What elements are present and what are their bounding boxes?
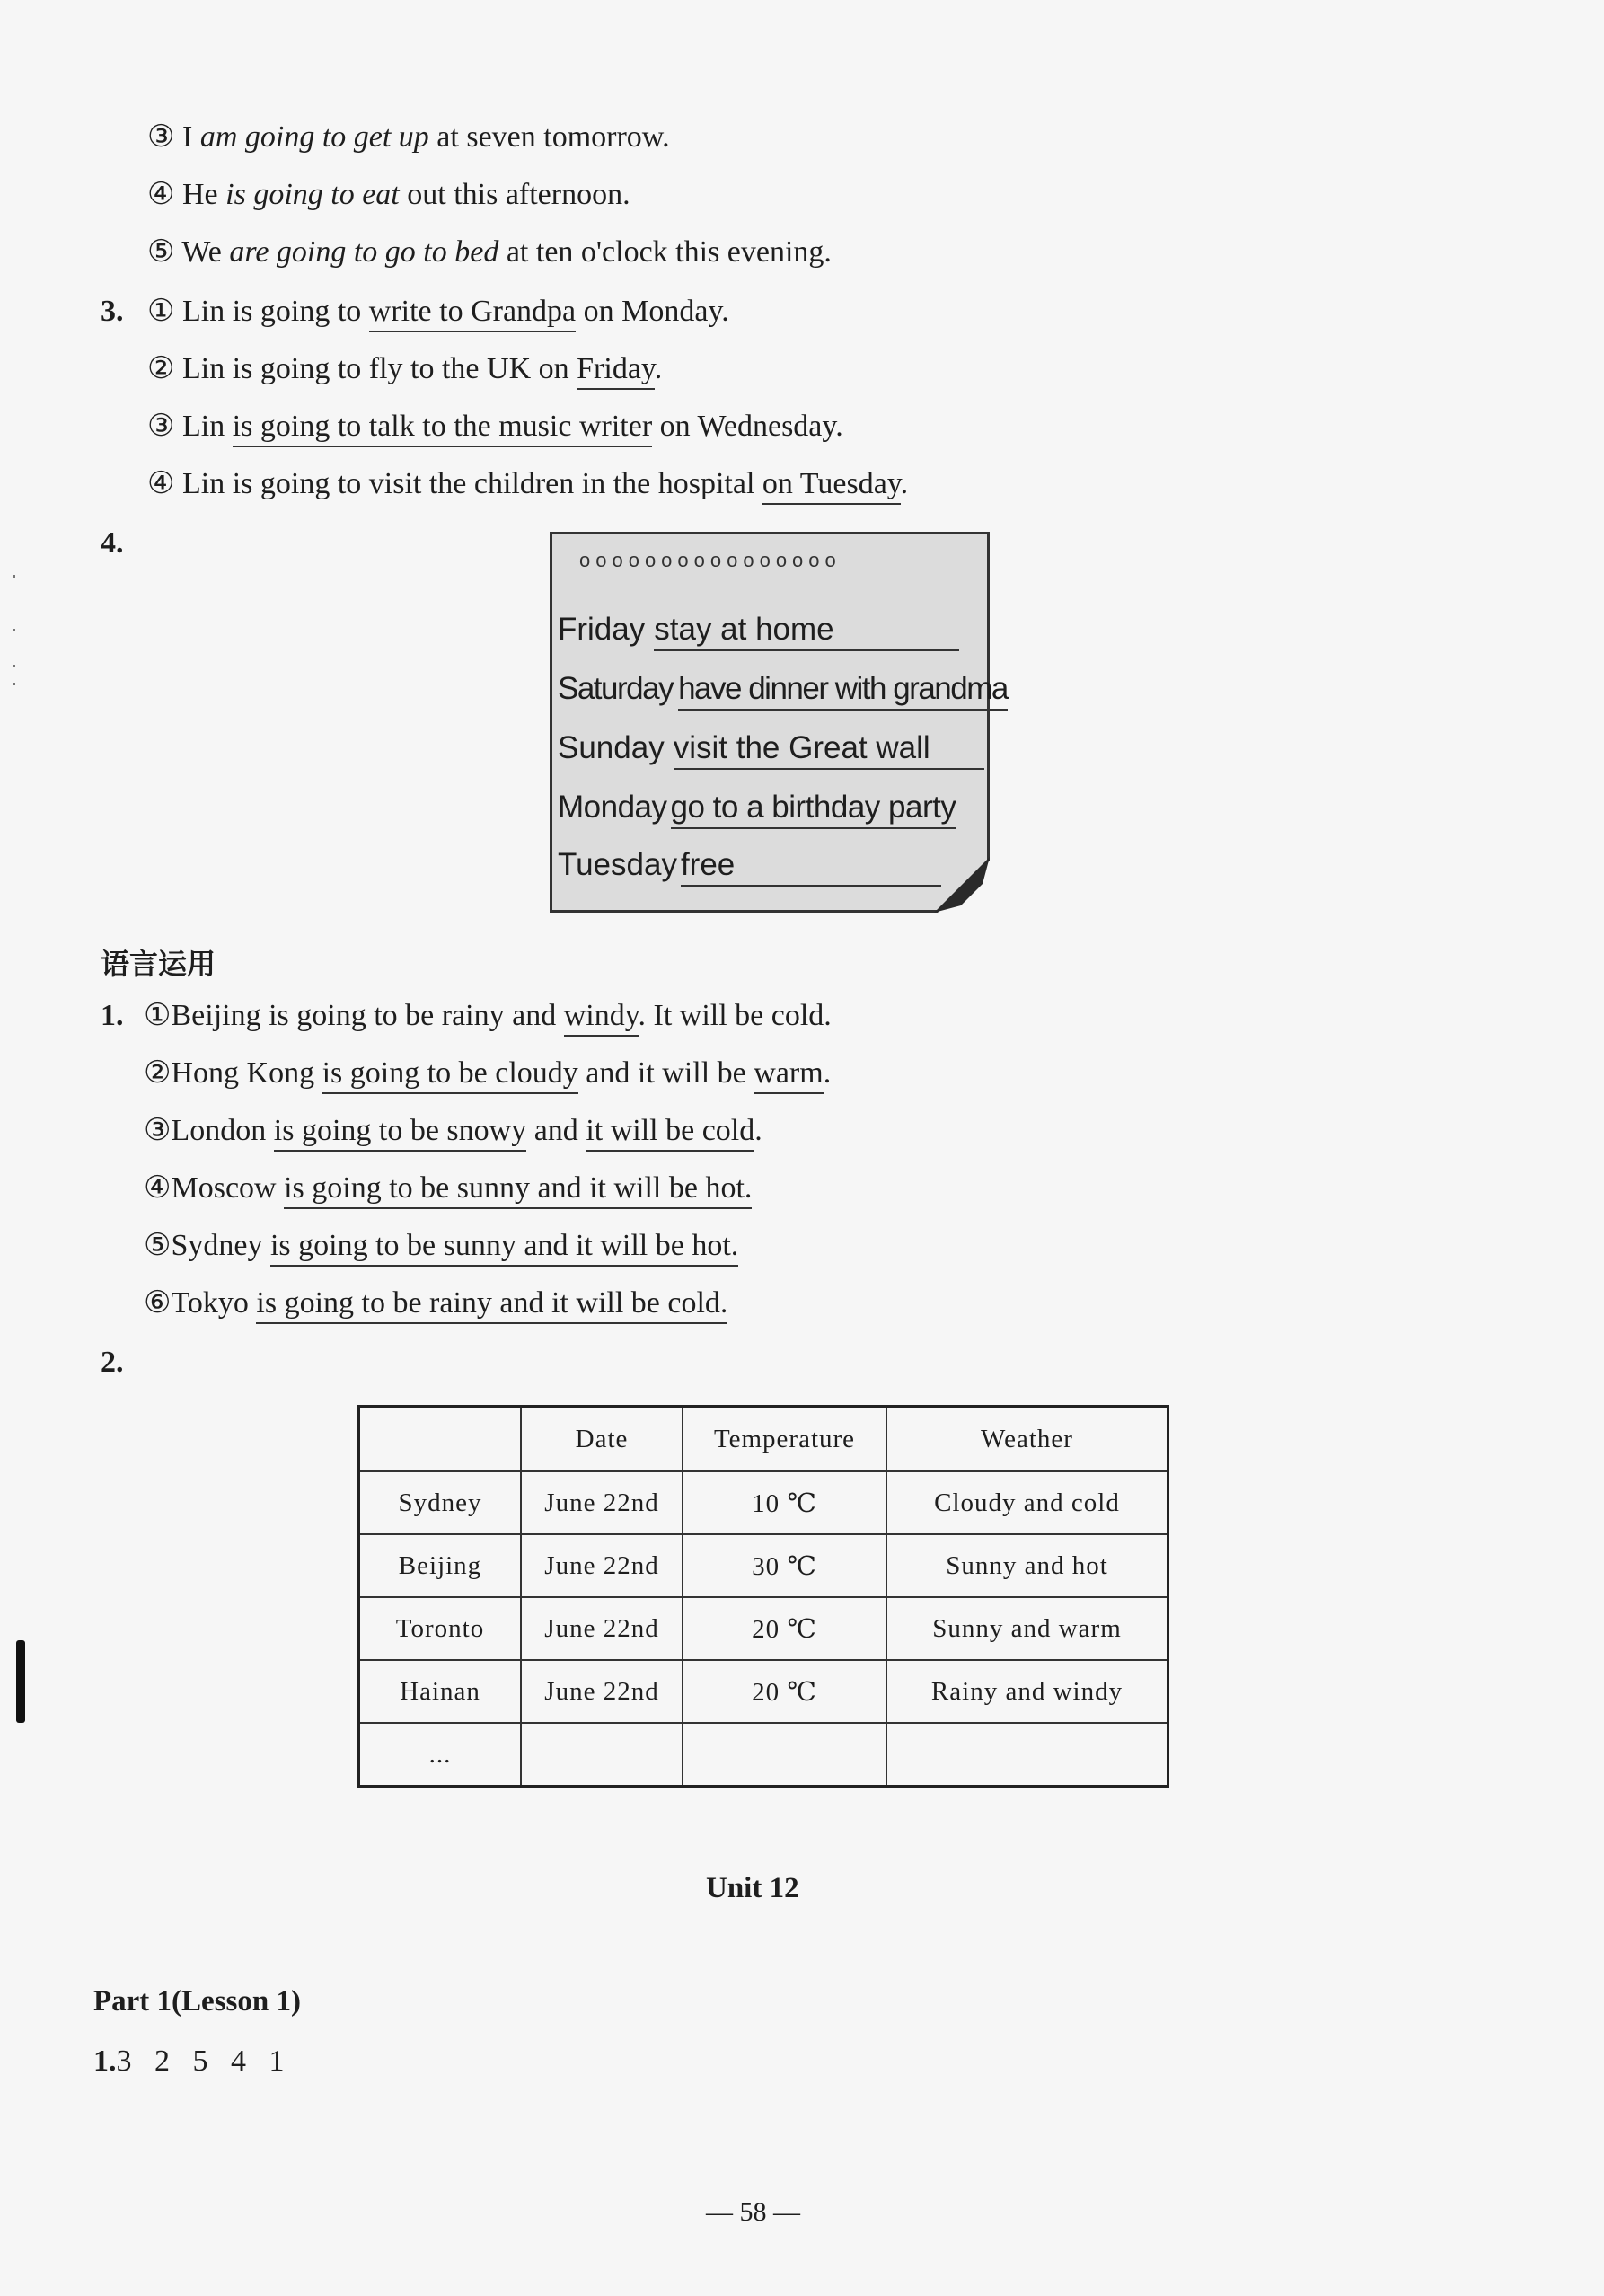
lang-q1-item-2: ②Hong Kong is going to be cloudy and it will be warm. (144, 1058, 831, 1089)
table-cell: June 22nd (521, 1597, 683, 1660)
table-cell: Sydney (359, 1471, 522, 1534)
planner-row: Sunday visit the Great wall (558, 730, 984, 770)
table-cell: 10 ℃ (683, 1471, 886, 1534)
table-cell: Hainan (359, 1660, 522, 1723)
table-cell (886, 1723, 1168, 1787)
table-cell: Cloudy and cold (886, 1471, 1168, 1534)
answer-blank: warm (754, 1056, 823, 1094)
q3-item-2: ② Lin is going to fly to the UK on Friday. (147, 354, 662, 384)
table-cell: Beijing (359, 1534, 522, 1597)
table-cell: June 22nd (521, 1534, 683, 1597)
part-title: Part 1(Lesson 1) (93, 1985, 301, 2018)
q4-number: 4. (101, 526, 124, 560)
table-cell: Toronto (359, 1597, 522, 1660)
table-cell: June 22nd (521, 1471, 683, 1534)
planner-row: Saturday have dinner with grandma (558, 671, 1008, 711)
table-cell: ... (359, 1723, 522, 1787)
section-title-language-use: 语言运用 (101, 947, 216, 981)
answer-blank: is going to be sunny and it will be hot. (270, 1229, 738, 1267)
q3-number: 3. (101, 295, 124, 328)
q2-item-4: ④ He is going to eat out this afternoon. (147, 178, 630, 211)
part-q1: 1.3 2 5 4 1 (93, 2044, 285, 2078)
q3-item-1: ① Lin is going to write to Grandpa on Monday. (147, 296, 729, 327)
planner-row: Monday go to a birthday party (558, 790, 956, 829)
answer-blank: on Tuesday (762, 467, 901, 505)
table-cell: Rainy and windy (886, 1660, 1168, 1723)
table-row (359, 1597, 1168, 1660)
table-header-cell (359, 1407, 522, 1472)
table-cell: 30 ℃ (683, 1534, 886, 1597)
q2-item-5: ⑤ We are going to go to bed at ten o'clock this evening. (147, 235, 832, 269)
lang-q2-number: 2. (101, 1346, 124, 1379)
weather-table (357, 1405, 1169, 1788)
answer-blank: is going to be cloudy (322, 1056, 578, 1094)
answer-blank: write to Grandpa (369, 295, 576, 332)
answer-blank: is going to be sunny and it will be hot. (284, 1171, 752, 1209)
answer-blank: is going to be rainy and it will be cold. (256, 1286, 727, 1324)
q3-item-4: ④ Lin is going to visit the children in the hospital on Tuesday. (147, 469, 908, 499)
table-row (359, 1660, 1168, 1723)
weekly-planner-note (550, 532, 1008, 913)
table-cell (683, 1723, 886, 1787)
lang-q1-item-5: ⑤Sydney is going to be sunny and it will be hot. (144, 1231, 738, 1261)
lang-q1-item-4: ④Moscow is going to be sunny and it will be hot. (144, 1173, 752, 1204)
unit-title: Unit 12 (706, 1872, 799, 1904)
table-row (359, 1723, 1168, 1787)
answer-blank: it will be cold (586, 1114, 754, 1152)
q2-item-3: ③ I am going to get up at seven tomorrow. (147, 120, 670, 154)
scan-mark (16, 1640, 25, 1723)
table-cell: June 22nd (521, 1660, 683, 1723)
answer-blank: is going to be snowy (274, 1114, 526, 1152)
q3-item-3: ③ Lin is going to talk to the music writer on Wednesday. (147, 411, 843, 442)
table-row (359, 1534, 1168, 1597)
lang-q1-item-1: ①Beijing is going to be rainy and windy. It will be cold. (144, 1001, 832, 1031)
lang-q1-item-3: ③London is going to be snowy and it will be cold. (144, 1116, 762, 1146)
lang-q1-item-6: ⑥Tokyo is going to be rainy and it will be cold. (144, 1288, 727, 1319)
table-header-row (359, 1407, 1168, 1472)
spiral-rings: oooooooooooooooo (579, 549, 842, 571)
table-cell: Sunny and hot (886, 1534, 1168, 1597)
planner-row: Friday stay at home (558, 612, 959, 651)
planner-row: Tuesday free (558, 847, 941, 887)
answer-blank: Friday (577, 352, 655, 390)
table-cell: Sunny and warm (886, 1597, 1168, 1660)
table-header-cell: Temperature (683, 1407, 886, 1472)
folded-corner-shadow (934, 857, 990, 913)
lang-q1-number: 1. (101, 999, 124, 1032)
answer-blank: is going to talk to the music writer (233, 410, 652, 447)
answer-blank: windy (564, 999, 639, 1037)
table-header-cell: Date (521, 1407, 683, 1472)
table-row (359, 1471, 1168, 1534)
table-cell: 20 ℃ (683, 1660, 886, 1723)
table-cell (521, 1723, 683, 1787)
table-header-cell: Weather (886, 1407, 1168, 1472)
page-number: — 58 — (706, 2197, 800, 2227)
table-cell: 20 ℃ (683, 1597, 886, 1660)
